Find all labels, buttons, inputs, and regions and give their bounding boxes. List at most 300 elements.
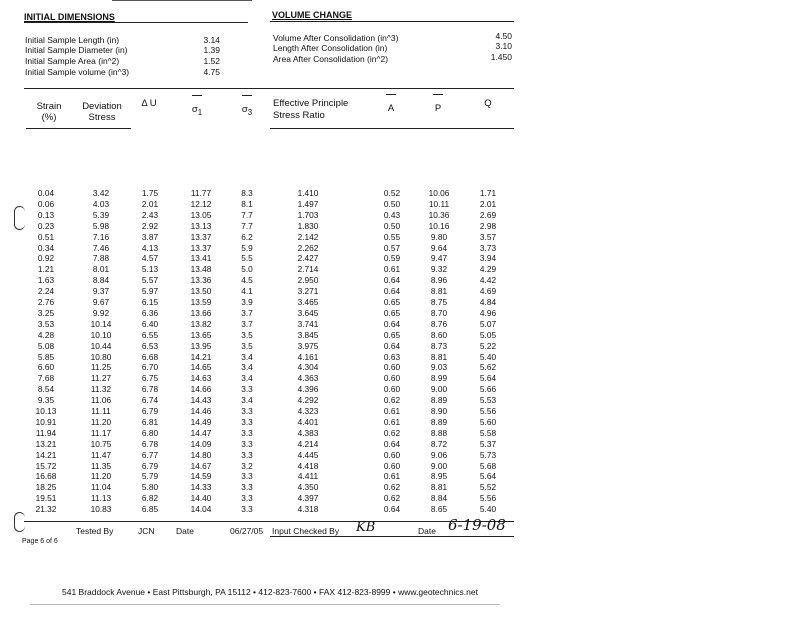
table-top-rule xyxy=(24,88,514,89)
cell-a-value: 0.50 xyxy=(383,198,401,209)
cell-stress-ratio: 3.645 xyxy=(297,307,319,318)
cell-sigma1: 13.48 xyxy=(190,264,212,275)
cell-q-value: 2.69 xyxy=(479,209,497,220)
cell-deviator-stress: 11.35 xyxy=(90,460,112,471)
cell-delta-u: 1.75 xyxy=(141,188,159,198)
cell-a-value: 0.60 xyxy=(383,449,401,460)
sigma3-symbol: σ xyxy=(241,104,248,115)
cell-p-value: 8.89 xyxy=(430,395,448,406)
cell-strain: 8.54 xyxy=(37,384,55,395)
column-header-sigma1 xyxy=(182,93,212,117)
cell-sigma1: 14.63 xyxy=(190,373,212,384)
initial-volume-value: 4.75 xyxy=(203,67,220,77)
cell-delta-u: 2.43 xyxy=(141,209,159,220)
column-header-delta-u: Δ U xyxy=(141,98,157,109)
sigma1-symbol: σ xyxy=(191,104,198,115)
overbar xyxy=(433,94,443,95)
column-header-deviator-stress: Deviation Stress xyxy=(82,101,122,123)
cell-stress-ratio: 3.271 xyxy=(297,286,319,297)
cell-p-value: 8.75 xyxy=(430,297,448,307)
cell-sigma1: 14.40 xyxy=(190,493,212,504)
cell-p-value: 10.11 xyxy=(428,198,450,209)
cell-deviator-stress: 3.42 xyxy=(92,188,110,198)
cell-strain: 4.28 xyxy=(37,329,55,340)
column-header-sigma3 xyxy=(234,93,260,117)
cell-sigma3: 3.4 xyxy=(241,362,253,373)
cell-sigma3: 3.3 xyxy=(241,416,253,427)
cell-delta-u: 6.40 xyxy=(141,318,159,329)
cell-sigma1: 14.49 xyxy=(190,416,212,427)
cell-p-value: 8.81 xyxy=(430,482,448,493)
cell-deviator-stress: 8.01 xyxy=(92,264,110,275)
cell-deviator-stress: 7.16 xyxy=(92,231,110,242)
cell-q-value: 3.94 xyxy=(479,253,497,264)
cell-a-value: 0.60 xyxy=(383,460,401,471)
cell-q-value: 5.73 xyxy=(479,449,497,460)
cell-deviator-stress: 9.92 xyxy=(92,307,110,318)
cell-a-value: 0.43 xyxy=(383,209,401,220)
cell-p-value: 8.90 xyxy=(430,406,448,416)
cell-p-value: 9.64 xyxy=(430,242,448,253)
overbar xyxy=(386,94,396,95)
overbar xyxy=(242,95,252,96)
cell-delta-u: 4.57 xyxy=(141,253,159,264)
cell-sigma3: 3.3 xyxy=(241,504,253,515)
cell-p-value: 9.03 xyxy=(430,362,448,373)
cell-a-value: 0.61 xyxy=(383,264,401,275)
cell-stress-ratio: 3.845 xyxy=(297,329,319,340)
cell-sigma3: 7.7 xyxy=(241,220,253,231)
cell-sigma1: 13.65 xyxy=(190,329,212,340)
column-header-a xyxy=(381,92,401,114)
cell-delta-u: 3.87 xyxy=(141,231,159,242)
cell-sigma3: 3.3 xyxy=(241,471,253,482)
cell-p-value: 9.80 xyxy=(430,231,448,242)
cell-stress-ratio: 1.830 xyxy=(297,220,319,231)
page-number: Page 6 of 6 xyxy=(22,538,58,545)
cell-q-value: 4.69 xyxy=(479,286,497,297)
cell-delta-u: 6.79 xyxy=(141,460,159,471)
cell-strain: 16.68 xyxy=(35,471,57,482)
cell-strain: 21.32 xyxy=(35,504,57,515)
cell-sigma1: 13.59 xyxy=(190,297,212,307)
cell-sigma1: 13.66 xyxy=(190,307,212,318)
cell-p-value: 8.72 xyxy=(430,438,448,449)
cell-strain: 1.21 xyxy=(37,264,55,275)
cell-p-value: 8.96 xyxy=(430,275,448,286)
cell-a-value: 0.52 xyxy=(383,188,401,198)
cell-strain: 0.04 xyxy=(37,188,55,198)
cell-p-value: 8.84 xyxy=(430,493,448,504)
cell-delta-u: 6.82 xyxy=(141,493,159,504)
date-value: 06/27/05 xyxy=(230,526,264,536)
cell-strain: 5.08 xyxy=(37,340,55,351)
cell-delta-u: 6.77 xyxy=(141,449,159,460)
cell-stress-ratio: 4.214 xyxy=(297,438,319,449)
cell-q-value: 5.56 xyxy=(479,493,497,504)
cell-deviator-stress: 10.44 xyxy=(90,340,112,351)
header-underline xyxy=(26,128,131,129)
column-header-q: Q xyxy=(484,98,492,109)
cell-p-value: 8.76 xyxy=(430,318,448,329)
sigma3-subscript: 3 xyxy=(247,107,253,117)
initial-area-label: Initial Sample Area (in^2) xyxy=(25,56,120,66)
cell-deviator-stress: 8.84 xyxy=(92,275,110,286)
cell-stress-ratio: 1.410 xyxy=(297,188,319,198)
cell-delta-u: 6.55 xyxy=(141,329,159,340)
cell-deviator-stress: 5.98 xyxy=(92,220,110,231)
cell-sigma3: 3.3 xyxy=(241,438,253,449)
cell-sigma1: 13.50 xyxy=(190,286,212,297)
cell-delta-u: 2.01 xyxy=(141,198,159,209)
cell-sigma3: 5.9 xyxy=(241,242,253,253)
column-header-p xyxy=(428,92,448,114)
cell-q-value: 5.40 xyxy=(479,351,497,362)
cell-deviator-stress: 11.17 xyxy=(90,427,112,438)
cell-q-value: 4.29 xyxy=(479,264,497,275)
cell-sigma3: 6.2 xyxy=(241,231,253,242)
sigma1-subscript: 1 xyxy=(197,107,203,117)
cell-deviator-stress: 11.32 xyxy=(90,384,112,395)
date2-value: 6-19-08 xyxy=(448,516,506,534)
cell-deviator-stress: 11.20 xyxy=(90,471,112,482)
cell-stress-ratio: 2.427 xyxy=(297,253,319,264)
cell-q-value: 5.40 xyxy=(479,504,497,515)
cell-a-value: 0.64 xyxy=(383,340,401,351)
cell-sigma1: 13.13 xyxy=(190,220,212,231)
cell-sigma3: 3.2 xyxy=(241,460,253,471)
cell-sigma1: 14.04 xyxy=(190,504,212,515)
cell-strain: 0.23 xyxy=(37,220,55,231)
header-underline xyxy=(270,128,514,129)
cell-deviator-stress: 10.80 xyxy=(90,351,112,362)
signature-line xyxy=(270,536,514,537)
cell-sigma1: 14.46 xyxy=(190,406,212,416)
cell-a-value: 0.64 xyxy=(383,286,401,297)
cell-deviator-stress: 11.47 xyxy=(90,449,112,460)
cell-a-value: 0.60 xyxy=(383,373,401,384)
date2-label: Date xyxy=(418,526,436,536)
cell-q-value: 5.05 xyxy=(479,329,497,340)
cell-sigma1: 13.37 xyxy=(190,231,212,242)
cell-sigma3: 7.7 xyxy=(241,209,253,220)
cell-sigma1: 14.09 xyxy=(190,438,212,449)
initial-dimensions-heading: INITIAL DIMENSIONS xyxy=(24,12,115,22)
cell-sigma3: 3.4 xyxy=(241,395,253,406)
cell-sigma1: 14.47 xyxy=(190,427,212,438)
cell-sigma1: 13.95 xyxy=(190,340,212,351)
cell-q-value: 5.68 xyxy=(479,460,497,471)
cell-strain: 18.25 xyxy=(35,482,57,493)
cell-a-value: 0.50 xyxy=(383,220,401,231)
cell-sigma3: 8.1 xyxy=(241,198,253,209)
cell-deviator-stress: 10.75 xyxy=(90,438,112,449)
cell-q-value: 5.58 xyxy=(479,427,497,438)
cell-sigma3: 5.0 xyxy=(241,264,253,275)
cell-deviator-stress: 11.27 xyxy=(90,373,112,384)
cell-sigma3: 3.3 xyxy=(241,449,253,460)
cell-delta-u: 6.80 xyxy=(141,427,159,438)
cell-sigma1: 11.77 xyxy=(190,188,212,198)
cell-deviator-stress: 11.13 xyxy=(90,493,112,504)
cell-a-value: 0.62 xyxy=(383,427,401,438)
cell-sigma1: 14.65 xyxy=(190,362,212,373)
cell-p-value: 10.16 xyxy=(428,220,450,231)
cell-stress-ratio: 4.383 xyxy=(297,427,319,438)
cell-sigma3: 8.3 xyxy=(241,188,253,198)
cell-strain: 10.91 xyxy=(35,416,57,427)
cell-a-value: 0.65 xyxy=(383,329,401,340)
cell-sigma1: 14.43 xyxy=(190,395,212,406)
cell-deviator-stress: 4.03 xyxy=(92,198,110,209)
cell-a-value: 0.61 xyxy=(383,406,401,416)
cell-sigma3: 3.3 xyxy=(241,482,253,493)
cell-stress-ratio: 3.465 xyxy=(297,297,319,307)
scan-edge xyxy=(112,0,252,1)
cell-stress-ratio: 4.397 xyxy=(297,493,319,504)
cell-a-value: 0.60 xyxy=(383,384,401,395)
table-bottom-rule xyxy=(24,521,514,522)
cell-strain: 19.51 xyxy=(35,493,57,504)
cell-p-value: 10.06 xyxy=(428,188,450,198)
cell-a-value: 0.57 xyxy=(383,242,401,253)
cell-strain: 0.06 xyxy=(37,198,55,209)
cell-q-value: 2.01 xyxy=(479,198,497,209)
cell-delta-u: 6.79 xyxy=(141,406,159,416)
cell-strain: 1.63 xyxy=(37,275,55,286)
cell-q-value: 5.64 xyxy=(479,471,497,482)
tested-by-label: Tested By xyxy=(76,526,114,536)
cell-sigma3: 4.5 xyxy=(241,275,253,286)
cell-strain: 11.94 xyxy=(35,427,57,438)
cell-sigma1: 13.05 xyxy=(190,209,212,220)
cell-deviator-stress: 7.46 xyxy=(92,242,110,253)
cell-p-value: 9.32 xyxy=(430,264,448,275)
cell-a-value: 0.60 xyxy=(383,362,401,373)
initial-volume-label: Initial Sample volume (in^3) xyxy=(25,67,130,77)
column-header-stress-ratio: Effective Principle Stress Ratio xyxy=(273,98,349,121)
cell-q-value: 1.71 xyxy=(479,188,497,198)
cell-sigma1: 14.80 xyxy=(190,449,212,460)
cell-stress-ratio: 4.418 xyxy=(297,460,319,471)
cell-deviator-stress: 5.39 xyxy=(92,209,110,220)
cell-q-value: 5.37 xyxy=(479,438,497,449)
cell-a-value: 0.64 xyxy=(383,504,401,515)
footer-rule xyxy=(30,604,500,605)
cell-p-value: 8.89 xyxy=(430,416,448,427)
cell-q-value: 5.56 xyxy=(479,406,497,416)
length-after-value: 3.10 xyxy=(495,41,512,51)
cell-stress-ratio: 3.741 xyxy=(297,318,319,329)
cell-sigma1: 13.82 xyxy=(190,318,212,329)
cell-delta-u: 6.75 xyxy=(141,373,159,384)
cell-strain: 0.51 xyxy=(37,231,55,242)
checked-by-label: Input Checked By xyxy=(272,526,340,536)
cell-deviator-stress: 11.25 xyxy=(90,362,112,373)
cell-deviator-stress: 9.37 xyxy=(92,286,110,297)
cell-strain: 0.13 xyxy=(37,209,55,220)
cell-stress-ratio: 3.975 xyxy=(297,340,319,351)
cell-p-value: 8.88 xyxy=(430,427,448,438)
cell-stress-ratio: 4.350 xyxy=(297,482,319,493)
cell-p-value: 8.65 xyxy=(430,504,448,515)
cell-stress-ratio: 4.292 xyxy=(297,395,319,406)
cell-strain: 3.53 xyxy=(37,318,55,329)
cell-a-value: 0.62 xyxy=(383,493,401,504)
cell-deviator-stress: 11.06 xyxy=(90,395,112,406)
cell-stress-ratio: 4.323 xyxy=(297,406,319,416)
cell-sigma1: 14.66 xyxy=(190,384,212,395)
scan-mark xyxy=(14,206,25,230)
cell-q-value: 5.22 xyxy=(479,340,497,351)
cell-p-value: 8.95 xyxy=(430,471,448,482)
cell-delta-u: 6.74 xyxy=(141,395,159,406)
cell-a-value: 0.63 xyxy=(383,351,401,362)
cell-sigma3: 3.7 xyxy=(241,307,253,318)
cell-stress-ratio: 2.714 xyxy=(297,264,319,275)
cell-p-value: 10.36 xyxy=(428,209,450,220)
divider xyxy=(270,21,514,22)
cell-delta-u: 6.70 xyxy=(141,362,159,373)
cell-p-value: 9.00 xyxy=(430,460,448,471)
cell-stress-ratio: 4.411 xyxy=(297,471,319,482)
cell-sigma1: 13.41 xyxy=(190,253,212,264)
cell-stress-ratio: 4.318 xyxy=(297,504,319,515)
cell-p-value: 8.60 xyxy=(430,329,448,340)
cell-q-value: 5.60 xyxy=(479,416,497,427)
cell-deviator-stress: 11.04 xyxy=(90,482,112,493)
cell-sigma1: 13.36 xyxy=(190,275,212,286)
cell-stress-ratio: 2.950 xyxy=(297,275,319,286)
cell-strain: 7.68 xyxy=(37,373,55,384)
cell-delta-u: 6.15 xyxy=(141,297,159,307)
cell-stress-ratio: 2.142 xyxy=(297,231,319,242)
cell-strain: 0.34 xyxy=(37,242,55,253)
p-symbol: P xyxy=(434,103,442,114)
cell-q-value: 5.64 xyxy=(479,373,497,384)
cell-sigma3: 3.5 xyxy=(241,340,253,351)
cell-sigma1: 14.21 xyxy=(190,351,212,362)
cell-sigma3: 3.3 xyxy=(241,427,253,438)
cell-delta-u: 5.80 xyxy=(141,482,159,493)
cell-q-value: 5.07 xyxy=(479,318,497,329)
cell-strain: 2.24 xyxy=(37,286,55,297)
area-after-value: 1.450 xyxy=(490,52,512,62)
cell-stress-ratio: 1.703 xyxy=(297,209,319,220)
cell-sigma3: 3.3 xyxy=(241,406,253,416)
initial-length-label: Initial Sample Length (in) xyxy=(25,35,120,45)
cell-p-value: 9.00 xyxy=(430,384,448,395)
cell-sigma1: 14.67 xyxy=(190,460,212,471)
cell-deviator-stress: 7.88 xyxy=(92,253,110,264)
volume-after-value: 4.50 xyxy=(495,31,512,41)
a-symbol: A xyxy=(387,103,395,114)
cell-delta-u: 6.36 xyxy=(141,307,159,318)
cell-stress-ratio: 4.363 xyxy=(297,373,319,384)
cell-q-value: 2.98 xyxy=(479,220,497,231)
cell-sigma3: 3.3 xyxy=(241,493,253,504)
cell-stress-ratio: 4.445 xyxy=(297,449,319,460)
cell-strain: 0.92 xyxy=(37,253,55,264)
cell-a-value: 0.65 xyxy=(383,297,401,307)
cell-p-value: 8.81 xyxy=(430,351,448,362)
volume-after-label: Volume After Consolidation (in^3) xyxy=(273,33,399,43)
cell-strain: 9.35 xyxy=(37,395,55,406)
cell-sigma3: 3.7 xyxy=(241,318,253,329)
initial-area-value: 1.52 xyxy=(203,56,220,66)
tested-by-value: JCN xyxy=(138,526,155,536)
cell-stress-ratio: 4.304 xyxy=(297,362,319,373)
cell-a-value: 0.61 xyxy=(383,416,401,427)
cell-delta-u: 6.53 xyxy=(141,340,159,351)
overbar xyxy=(192,95,202,96)
cell-a-value: 0.64 xyxy=(383,438,401,449)
cell-a-value: 0.55 xyxy=(383,231,401,242)
cell-strain: 2.76 xyxy=(37,297,55,307)
cell-a-value: 0.62 xyxy=(383,482,401,493)
cell-sigma1: 13.37 xyxy=(190,242,212,253)
cell-stress-ratio: 4.396 xyxy=(297,384,319,395)
cell-deviator-stress: 10.14 xyxy=(90,318,112,329)
cell-strain: 3.25 xyxy=(37,307,55,318)
cell-delta-u: 6.85 xyxy=(141,504,159,515)
cell-p-value: 9.06 xyxy=(430,449,448,460)
cell-delta-u: 5.57 xyxy=(141,275,159,286)
cell-strain: 6.60 xyxy=(37,362,55,373)
cell-a-value: 0.64 xyxy=(383,318,401,329)
cell-sigma3: 3.4 xyxy=(241,373,253,384)
cell-q-value: 4.96 xyxy=(479,307,497,318)
cell-sigma3: 3.5 xyxy=(241,329,253,340)
cell-q-value: 5.66 xyxy=(479,384,497,395)
cell-delta-u: 6.81 xyxy=(141,416,159,427)
cell-delta-u: 5.13 xyxy=(141,264,159,275)
cell-a-value: 0.62 xyxy=(383,395,401,406)
cell-stress-ratio: 1.497 xyxy=(297,198,319,209)
cell-delta-u: 6.78 xyxy=(141,384,159,395)
area-after-label: Area After Consolidation (in^2) xyxy=(273,54,389,64)
cell-stress-ratio: 2.262 xyxy=(297,242,319,253)
cell-deviator-stress: 11.20 xyxy=(90,416,112,427)
initial-diameter-value: 1.39 xyxy=(203,45,220,55)
cell-p-value: 9.47 xyxy=(430,253,448,264)
checked-by-initials: KB xyxy=(356,520,376,535)
company-address: 541 Braddock Avenue • East Pittsburgh, PA 15112 • 412-823-7600 • FAX 412-823-8999 • www.geotechnics.net xyxy=(62,587,478,597)
cell-a-value: 0.65 xyxy=(383,307,401,318)
cell-sigma3: 5.5 xyxy=(241,253,253,264)
cell-q-value: 5.53 xyxy=(479,395,497,406)
column-header-strain: Strain (%) xyxy=(36,101,62,123)
cell-deviator-stress: 10.83 xyxy=(90,504,112,515)
cell-strain: 10.13 xyxy=(35,406,57,416)
cell-q-value: 4.84 xyxy=(479,297,497,307)
cell-a-value: 0.59 xyxy=(383,253,401,264)
cell-q-value: 4.42 xyxy=(479,275,497,286)
cell-a-value: 0.64 xyxy=(383,275,401,286)
cell-delta-u: 4.13 xyxy=(141,242,159,253)
cell-stress-ratio: 4.161 xyxy=(297,351,319,362)
cell-q-value: 3.73 xyxy=(479,242,497,253)
cell-delta-u: 6.78 xyxy=(141,438,159,449)
cell-strain: 5.85 xyxy=(37,351,55,362)
cell-delta-u: 5.97 xyxy=(141,286,159,297)
cell-p-value: 8.73 xyxy=(430,340,448,351)
cell-sigma3: 3.9 xyxy=(241,297,253,307)
cell-strain: 14.21 xyxy=(35,449,57,460)
cell-sigma1: 14.59 xyxy=(190,471,212,482)
cell-q-value: 5.62 xyxy=(479,362,497,373)
cell-sigma3: 3.4 xyxy=(241,351,253,362)
